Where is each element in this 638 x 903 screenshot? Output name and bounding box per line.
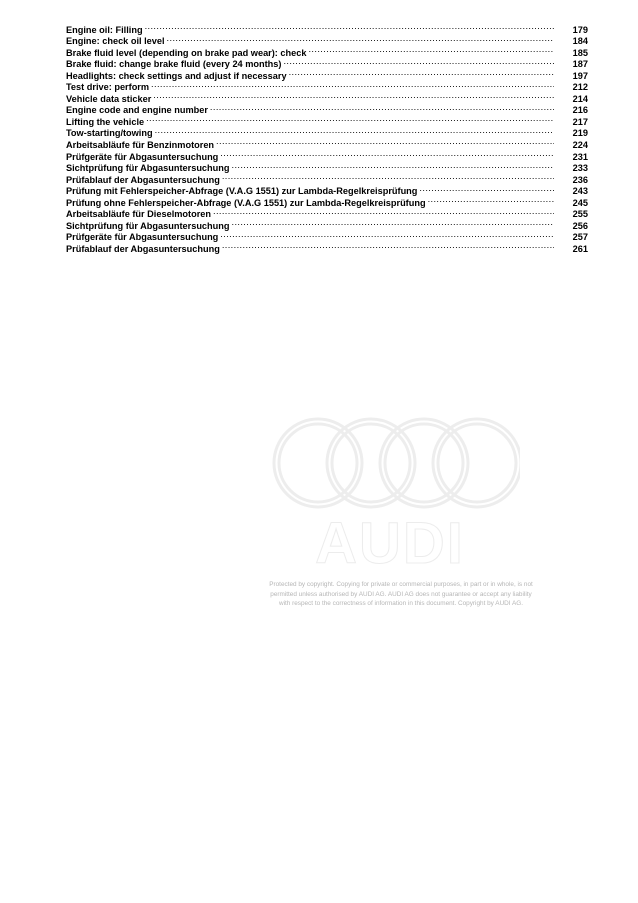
toc-entry-page-number: 212 [572, 82, 588, 93]
toc-entry[interactable] [66, 125, 588, 137]
toc-entry-page-number: 245 [572, 197, 588, 208]
toc-entry-page-number: 185 [572, 47, 588, 58]
toc-entry-title: Engine: check oil level [66, 36, 165, 47]
toc-dot-leader [222, 240, 554, 252]
toc-entry-title: Vehicle data sticker [66, 93, 152, 104]
toc-entry-title: Prüfablauf der Abgasuntersuchung [66, 243, 220, 254]
toc-entry[interactable] [66, 21, 588, 33]
toc-entry-page-number: 214 [572, 93, 588, 104]
toc-dot-leader [153, 90, 554, 102]
toc-entry-page-number: 184 [572, 36, 588, 47]
toc-entry-title: Engine code and engine number [66, 105, 208, 116]
toc-entry-title: Brake fluid level (depending on brake pad wear): check [66, 47, 307, 58]
toc-entry-page-number: 231 [572, 151, 588, 162]
toc-dot-leader [283, 56, 554, 68]
toc-entry-title: Prüfgeräte für Abgasuntersuchung [66, 151, 219, 162]
table-of-contents [66, 21, 588, 252]
toc-entry-page-number: 243 [572, 186, 588, 197]
toc-dot-leader [220, 148, 554, 160]
copyright-notice-line: with respect to the correctness of information in this document. Copyright by AUDI AG. [278, 600, 524, 607]
toc-entry-title: Sichtprüfung für Abgasuntersuchung [66, 220, 230, 231]
audi-logo-text: AUDI [315, 511, 465, 576]
toc-entry-title: Headlights: check settings and adjust if necessary [66, 70, 287, 81]
toc-entry-page-number: 197 [572, 70, 588, 81]
toc-dot-leader [146, 113, 554, 125]
toc-entry-page-number: 216 [572, 105, 588, 116]
toc-entry-page-number: 217 [572, 116, 588, 127]
toc-entry-title: Tow-starting/towing [66, 128, 153, 139]
toc-entry-page-number: 255 [572, 209, 588, 220]
toc-entry-page-number: 224 [572, 140, 588, 151]
toc-dot-leader [167, 33, 554, 45]
toc-dot-leader [419, 183, 554, 195]
toc-entry-page-number: 179 [572, 24, 588, 35]
toc-entry-page-number: 219 [572, 128, 588, 139]
toc-dot-leader [213, 206, 554, 218]
toc-dot-leader [232, 217, 555, 229]
toc-entry-title: Prüfung ohne Fehlerspeicher-Abfrage (V.A.G 1551) zur Lambda-Regelkreisprüfung [66, 197, 426, 208]
toc-entry-page-number: 233 [572, 163, 588, 174]
toc-dot-leader [210, 102, 554, 114]
toc-entry-page-number: 257 [572, 232, 588, 243]
toc-entry-title: Prüfablauf der Abgasuntersuchung [66, 174, 220, 185]
toc-entry-page-number: 187 [572, 59, 588, 70]
toc-dot-leader [151, 79, 554, 91]
audi-four-rings-icon [270, 415, 520, 515]
toc-dot-leader [289, 67, 554, 79]
toc-entry-title: Prüfgeräte für Abgasuntersuchung [66, 232, 219, 243]
toc-entry-title: Arbeitsabläufe für Dieselmotoren [66, 209, 211, 220]
toc-dot-leader [155, 125, 554, 137]
toc-entry-title: Sichtprüfung für Abgasuntersuchung [66, 163, 230, 174]
toc-dot-leader [220, 229, 554, 241]
toc-entry-title: Lifting the vehicle [66, 116, 145, 127]
toc-entry-page-number: 256 [572, 220, 588, 231]
toc-dot-leader [232, 160, 555, 172]
toc-entry-title: Brake fluid: change brake fluid (every 24 months) [66, 59, 282, 70]
toc-dot-leader [216, 136, 554, 148]
copyright-notice-line: permitted unless authorised by AUDI AG. AUDI AG does not guarantee or accept any liability [270, 590, 532, 598]
toc-entry-title: Arbeitsabläufe für Benzinmotoren [66, 140, 215, 151]
toc-entry-title: Prüfung mit Fehlerspeicher-Abfrage (V.A.G 1551) zur Lambda-Regelkreisprüfung [66, 186, 418, 197]
toc-dot-leader [145, 21, 554, 33]
copyright-notice-line: Protected by copyright. Copying for private or commercial purposes, in part or in whole, is not [269, 581, 533, 588]
toc-entry-page-number: 261 [572, 243, 588, 254]
toc-entry-title: Engine oil: Filling [66, 24, 143, 35]
toc-dot-leader [308, 44, 554, 56]
toc-entry-page-number: 236 [572, 174, 588, 185]
toc-entry-title: Test drive: perform [66, 82, 150, 93]
copyright-notice [248, 580, 554, 609]
toc-dot-leader [222, 171, 554, 183]
toc-dot-leader [428, 194, 554, 206]
toc-entry[interactable] [66, 33, 588, 45]
